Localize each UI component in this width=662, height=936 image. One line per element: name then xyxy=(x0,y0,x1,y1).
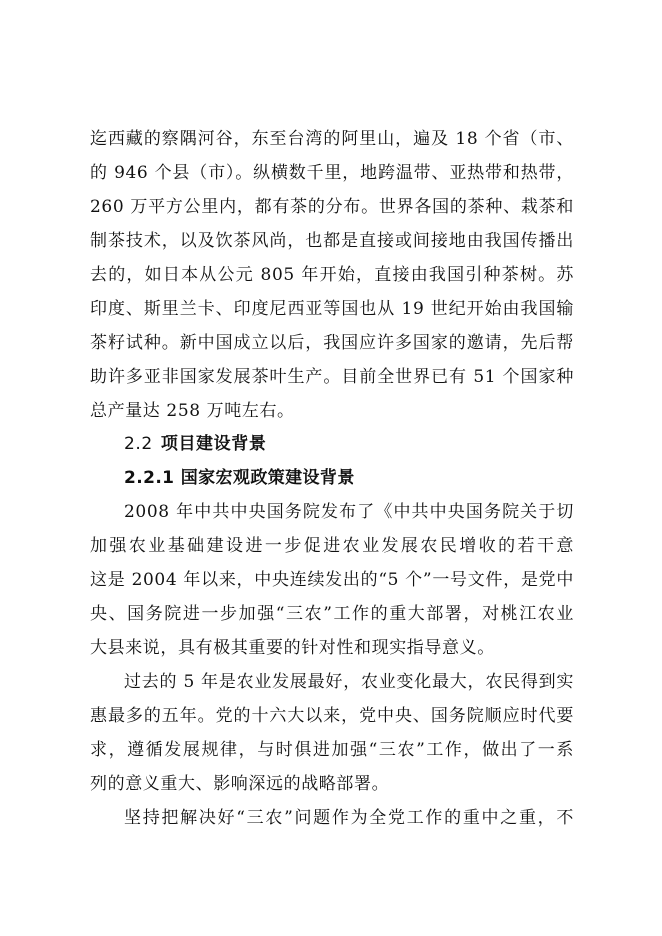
paragraph-line: 助许多亚非国家发展茶叶生产。目前全世界已有 51 个国家种 xyxy=(90,367,574,387)
paragraph-line: 坚持把解决好“三农”问题作为全党工作的重中之重，不 xyxy=(124,808,574,828)
paragraph-line: 制茶技术，以及饮茶风尚，也都是直接或间接地由我国传播出 xyxy=(90,231,574,251)
paragraph-line: 260 万平方公里内，都有茶的分布。世界各国的茶种、栽茶和 xyxy=(90,197,574,217)
section-number: 2.2 xyxy=(124,434,153,454)
paragraph-line: 总产量达 258 万吨左右。 xyxy=(90,401,295,421)
paragraph-line: 的 946 个县（市）。纵横数千里，地跨温带、亚热带和热带， xyxy=(90,163,574,183)
paragraph-line: 去的，如日本从公元 805 年开始，直接由我国引种茶树。苏 xyxy=(90,265,574,285)
paragraph-line: 过去的 5 年是农业发展最好，农业变化最大，农民得到实 xyxy=(124,672,574,692)
paragraph-line: 这是 2004 年以来，中央连续发出的“5 个”一号文件，是党中 xyxy=(90,570,574,590)
paragraph-line: 迄西藏的察隅河谷，东至台湾的阿里山，遍及 18 个省（市、 xyxy=(90,129,574,149)
paragraph-line: 印度、斯里兰卡、印度尼西亚等国也从 19 世纪开始由我国输 xyxy=(90,299,574,319)
paragraph-line: 2008 年中共中央国务院发布了《中共中央国务院关于切 xyxy=(124,502,574,522)
paragraph-line: 央、国务院进一步加强“三农”工作的重大部署，对桃江农业 xyxy=(90,604,574,624)
paragraph-line: 惠最多的五年。党的十六大以来，党中央、国务院顺应时代要 xyxy=(90,706,574,726)
subsection-heading: 2.2.1 国家宏观政策建设背景 xyxy=(124,468,355,488)
paragraph-line: 列的意义重大、影响深远的战略部署。 xyxy=(90,774,390,794)
section-title: 项目建设背景 xyxy=(160,434,267,454)
paragraph-line: 求，遵循发展规律，与时俱进加强“三农”工作，做出了一系 xyxy=(90,740,574,760)
section-heading xyxy=(124,434,574,454)
paragraph-line: 茶籽试种。新中国成立以后，我国应许多国家的邀请，先后帮 xyxy=(90,333,574,353)
paragraph-line: 大县来说，具有极其重要的针对性和现实指导意义。 xyxy=(90,638,495,658)
paragraph-line: 加强农业基础建设进一步促进农业发展农民增收的若干意 xyxy=(90,536,574,556)
